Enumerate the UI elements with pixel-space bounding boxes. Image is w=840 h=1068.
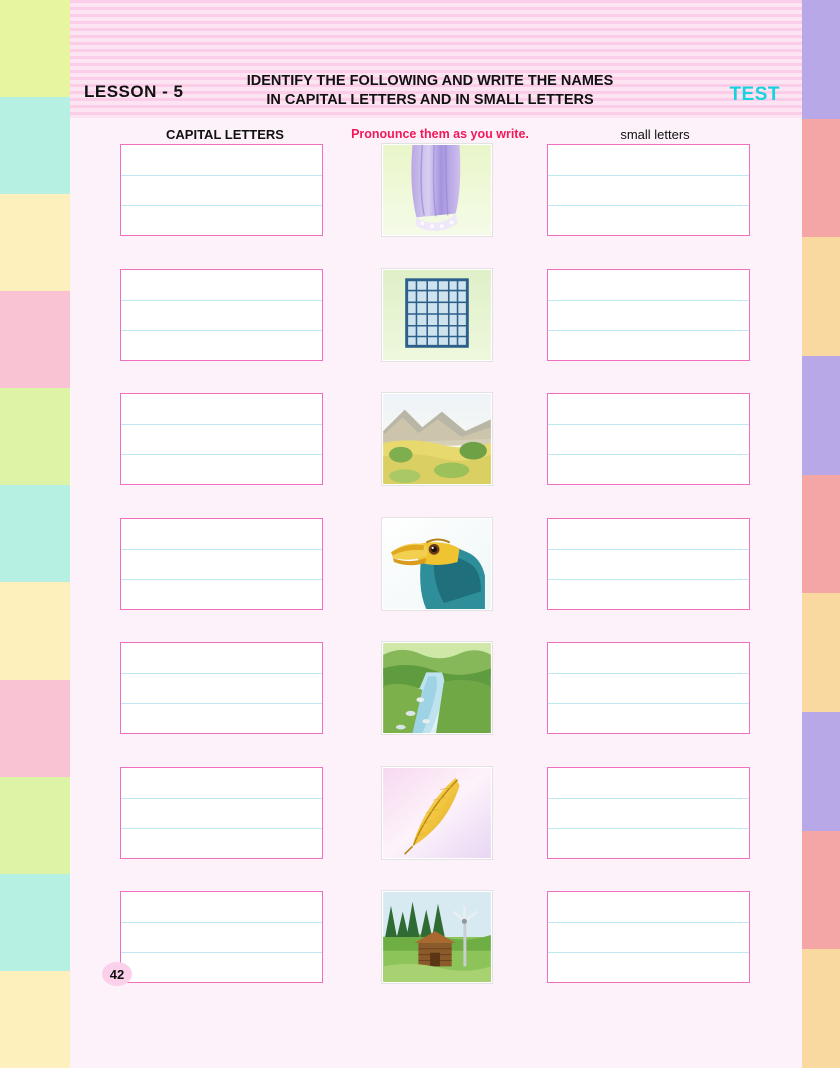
color-swatch (0, 291, 70, 388)
capital-letters-input[interactable] (120, 767, 323, 859)
rule-line (121, 424, 322, 425)
stream-picture (382, 642, 492, 734)
color-swatch (802, 356, 840, 475)
small-letters-input[interactable] (547, 269, 750, 361)
rule-line (548, 549, 749, 550)
window-picture (382, 269, 492, 361)
worksheet-row (70, 642, 802, 767)
small-letters-input[interactable] (547, 393, 750, 485)
rule-line (548, 454, 749, 455)
rule-line (121, 549, 322, 550)
rule-line (548, 579, 749, 580)
rule-line (121, 828, 322, 829)
capital-letters-input[interactable] (120, 518, 323, 610)
windmill-house-picture (382, 891, 492, 983)
capital-letters-input[interactable] (120, 891, 323, 983)
worksheet-sheet (70, 0, 802, 1068)
column-header-small: small letters (620, 127, 690, 142)
rule-line (548, 798, 749, 799)
hornbill-picture (382, 518, 492, 610)
rule-line (121, 175, 322, 176)
color-swatch (0, 582, 70, 679)
color-swatch (0, 680, 70, 777)
color-swatch (0, 388, 70, 485)
color-swatch (802, 712, 840, 831)
worksheet-row (70, 393, 802, 518)
small-letters-input[interactable] (547, 144, 750, 236)
rule-line (121, 952, 322, 953)
rule-line (548, 922, 749, 923)
column-header-capital: CAPITAL LETTERS (166, 127, 284, 142)
color-swatch (0, 971, 70, 1068)
rule-line (548, 175, 749, 176)
page-number: 42 (102, 962, 132, 986)
color-swatch (802, 0, 840, 119)
worksheet-rows (70, 144, 802, 1016)
capital-letters-input[interactable] (120, 642, 323, 734)
capital-letters-input[interactable] (120, 269, 323, 361)
rule-line (548, 703, 749, 704)
small-letters-input[interactable] (547, 642, 750, 734)
worksheet-row (70, 518, 802, 643)
worksheet-row (70, 767, 802, 892)
rule-line (548, 300, 749, 301)
test-badge: TEST (729, 84, 780, 105)
small-letters-input[interactable] (547, 891, 750, 983)
rule-line (548, 828, 749, 829)
worksheet-row (70, 891, 802, 1016)
rule-line (121, 703, 322, 704)
rule-line (548, 205, 749, 206)
worksheet-row (70, 144, 802, 269)
color-swatch (802, 475, 840, 594)
page-title (210, 72, 650, 110)
small-letters-input[interactable] (547, 518, 750, 610)
color-swatch (802, 831, 840, 950)
color-swatch (802, 237, 840, 356)
rule-line (121, 330, 322, 331)
rule-line (548, 673, 749, 674)
color-swatch (0, 194, 70, 291)
lesson-label: LESSON - 5 (84, 82, 184, 101)
rule-line (548, 952, 749, 953)
rule-line (121, 798, 322, 799)
capital-letters-input[interactable] (120, 144, 323, 236)
rule-line (121, 673, 322, 674)
instruction-text: Pronounce them as you write. (351, 127, 529, 141)
rule-line (121, 300, 322, 301)
color-swatch (0, 485, 70, 582)
color-swatch (0, 0, 70, 97)
rule-line (121, 579, 322, 580)
worksheet-row (70, 269, 802, 394)
valley-picture (382, 393, 492, 485)
small-letters-input[interactable] (547, 767, 750, 859)
color-swatch (0, 777, 70, 874)
color-swatch (802, 119, 840, 238)
color-swatch (802, 593, 840, 712)
rule-line (121, 454, 322, 455)
feather-picture (382, 767, 492, 859)
rule-line (548, 424, 749, 425)
curtain-picture (382, 144, 492, 236)
capital-letters-input[interactable] (120, 393, 323, 485)
rule-line (121, 922, 322, 923)
color-swatch (802, 949, 840, 1068)
color-swatch (0, 874, 70, 971)
rule-line (548, 330, 749, 331)
right-decorative-strip (802, 0, 840, 1068)
color-swatch (0, 97, 70, 194)
page-title-line2: IN CAPITAL LETTERS AND IN SMALL LETTERS (266, 92, 594, 108)
rule-line (121, 205, 322, 206)
page-title-line1: IDENTIFY THE FOLLOWING AND WRITE THE NAMES (246, 73, 614, 89)
left-decorative-strip (0, 0, 70, 1068)
